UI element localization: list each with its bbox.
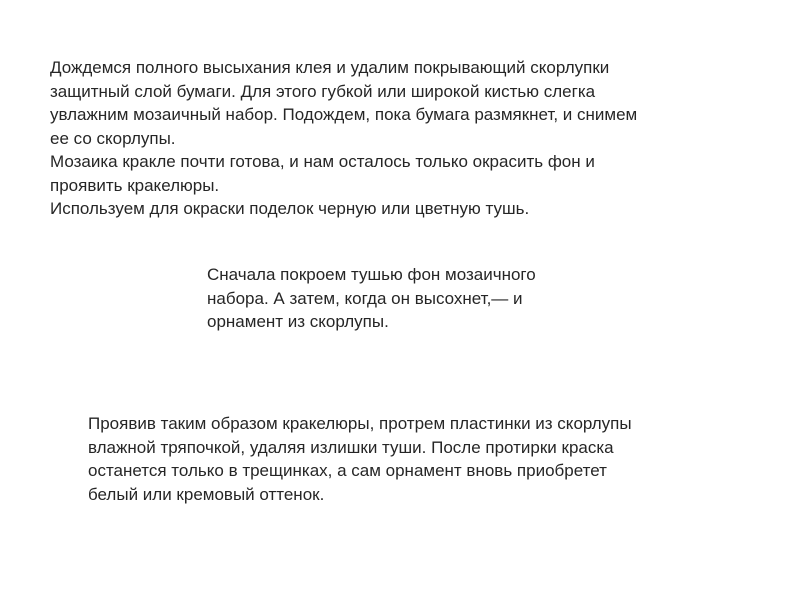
final-line: белый или кремовый оттенок. (88, 484, 325, 504)
middle-line: набора. А затем, когда он высохнет,— и (207, 288, 523, 308)
middle-line: Сначала покроем тушью фон мозаичного (207, 265, 536, 284)
final-line: влажной тряпочкой, удаляя излишки туши. После протирки краска (88, 437, 614, 457)
intro-line: Используем для окраски поделок черную или цветную тушь. (50, 199, 530, 218)
intro-paragraph (50, 56, 637, 221)
final-line: останется только в трещинках, а сам орнамент вновь приобретет (88, 461, 607, 480)
intro-line: ее со скорлупы. (50, 128, 176, 148)
middle-paragraph (207, 263, 536, 334)
intro-line: Дождемся полного высыхания клея и удалим покрывающий скорлупки (50, 58, 610, 77)
intro-line: увлажним мозаичный набор. Подождем, пока бумага размякнет, и снимем (50, 105, 638, 124)
final-line: Проявив таким образом кракелюры, протрем пластинки из скорлупы (88, 414, 632, 433)
middle-line: орнамент из скорлупы. (207, 312, 389, 331)
intro-line: Мозаика кракле почти готова, и нам осталось только окрасить фон и (50, 152, 595, 171)
intro-line: проявить кракелюры. (50, 175, 220, 195)
intro-line: защитный слой бумаги. Для этого губкой или широкой кистью слегка (50, 81, 596, 101)
final-paragraph (88, 412, 632, 506)
